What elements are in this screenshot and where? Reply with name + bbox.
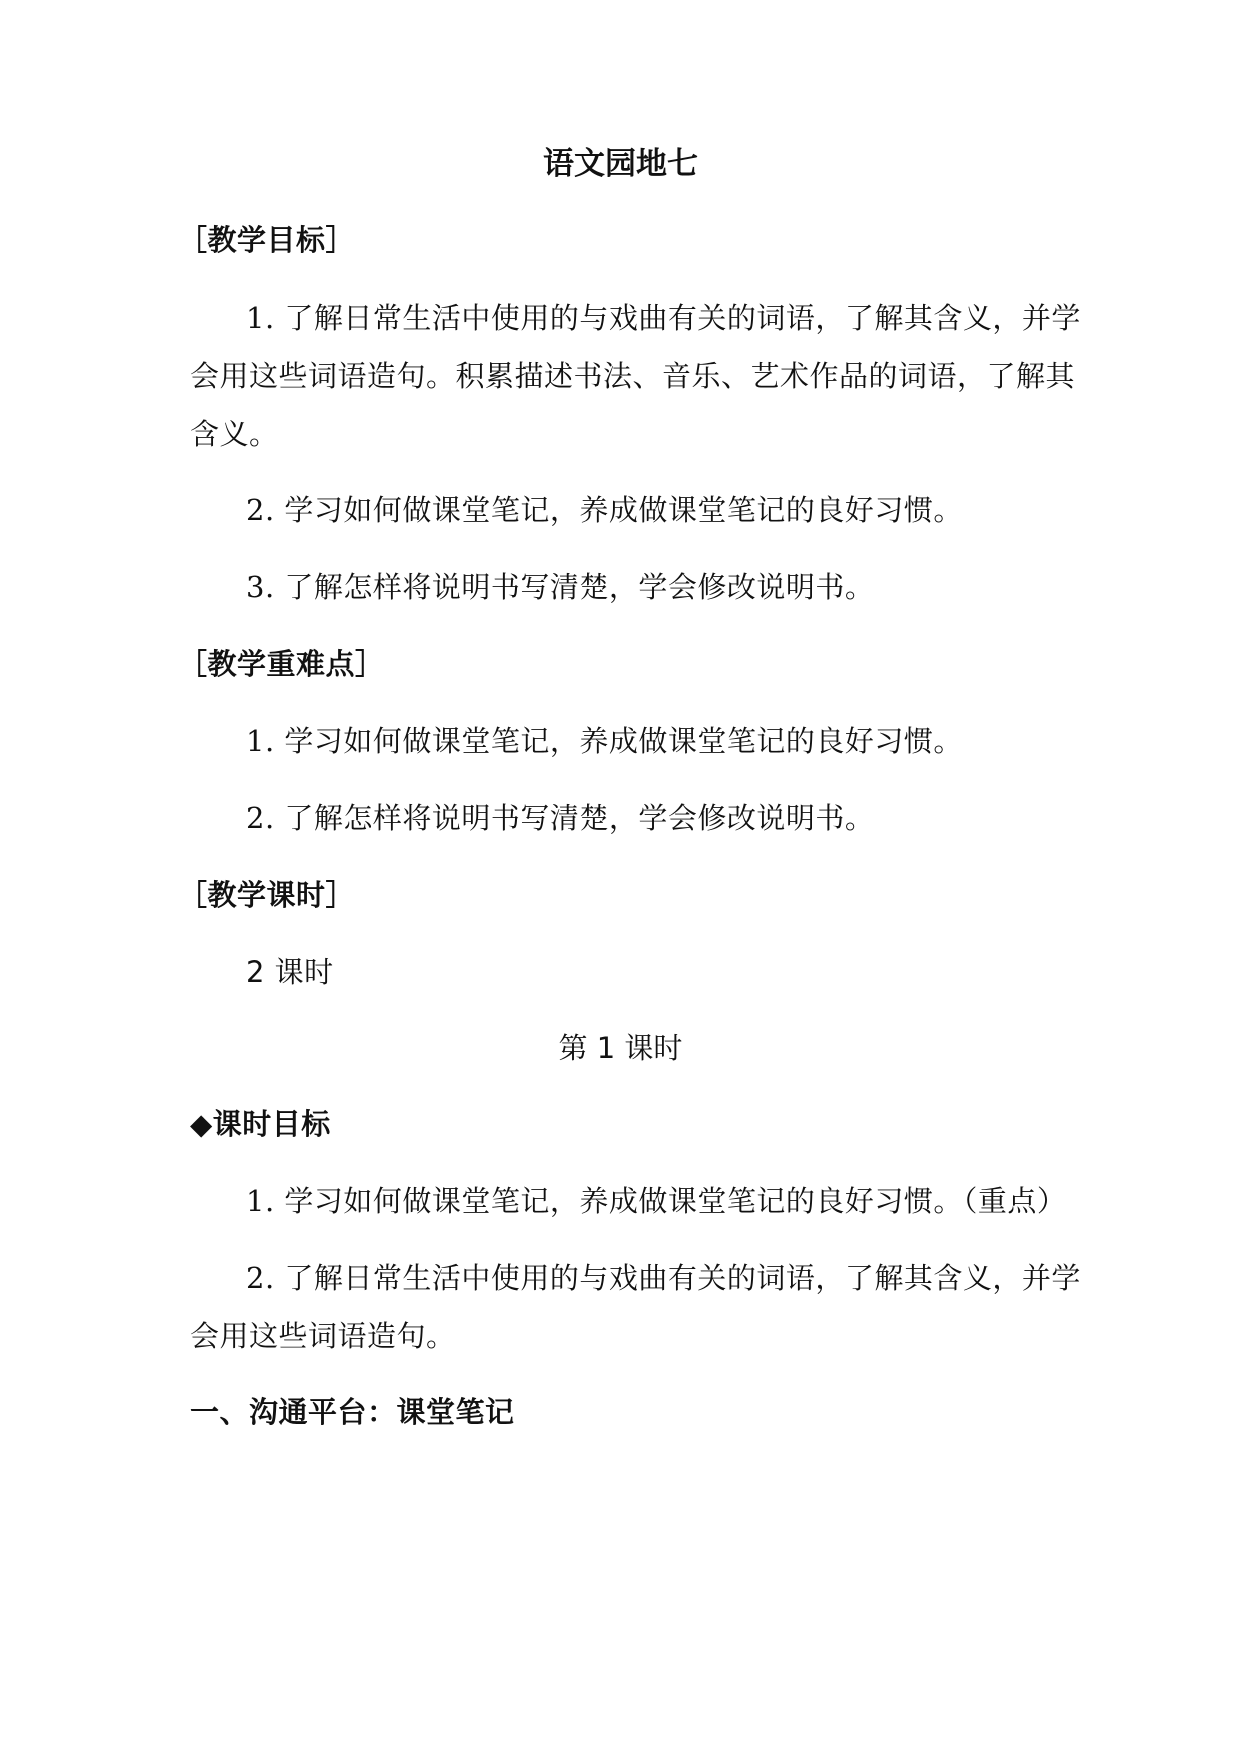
hours-heading: ［教学课时］ [178,878,356,912]
key-point-item-2: 2. 了解怎样将说明书写清楚，学会修改说明书。 [246,801,875,835]
objectives-heading: ［教学目标］ [178,223,356,257]
lesson-goal-item-2-line-1: 2. 了解日常生活中使用的与戏曲有关的词语，了解其含义，并学 [246,1261,1081,1295]
objective-item-1-line-1: 1. 了解日常生活中使用的与戏曲有关的词语，了解其含义，并学 [246,301,1081,335]
lesson-goal-item-2-line-2: 会用这些词语造句。 [190,1319,456,1353]
lesson-1-heading: 第 1 课时 [558,1031,683,1065]
objective-item-2: 2. 学习如何做课堂笔记，养成做课堂笔记的良好习惯。 [246,493,963,527]
key-point-item-1: 1. 学习如何做课堂笔记，养成做课堂笔记的良好习惯。 [246,724,963,758]
hours-value: 2 课时 [246,955,334,989]
part-1-heading: 一、沟通平台：课堂笔记 [190,1395,515,1429]
objective-item-1-line-3: 含义。 [190,417,279,451]
objective-item-1-line-2: 会用这些词语造句。积累描述书法、音乐、艺术作品的词语，了解其 [190,359,1076,393]
key-points-heading: ［教学重难点］ [178,647,385,681]
objective-item-3: 3. 了解怎样将说明书写清楚，学会修改说明书。 [246,570,875,604]
document-title: 语文园地七 [543,146,698,182]
lesson-goals-heading: ◆课时目标 [190,1107,331,1141]
lesson-goal-item-1: 1. 学习如何做课堂笔记，养成做课堂笔记的良好习惯。（重点） [246,1184,1067,1218]
